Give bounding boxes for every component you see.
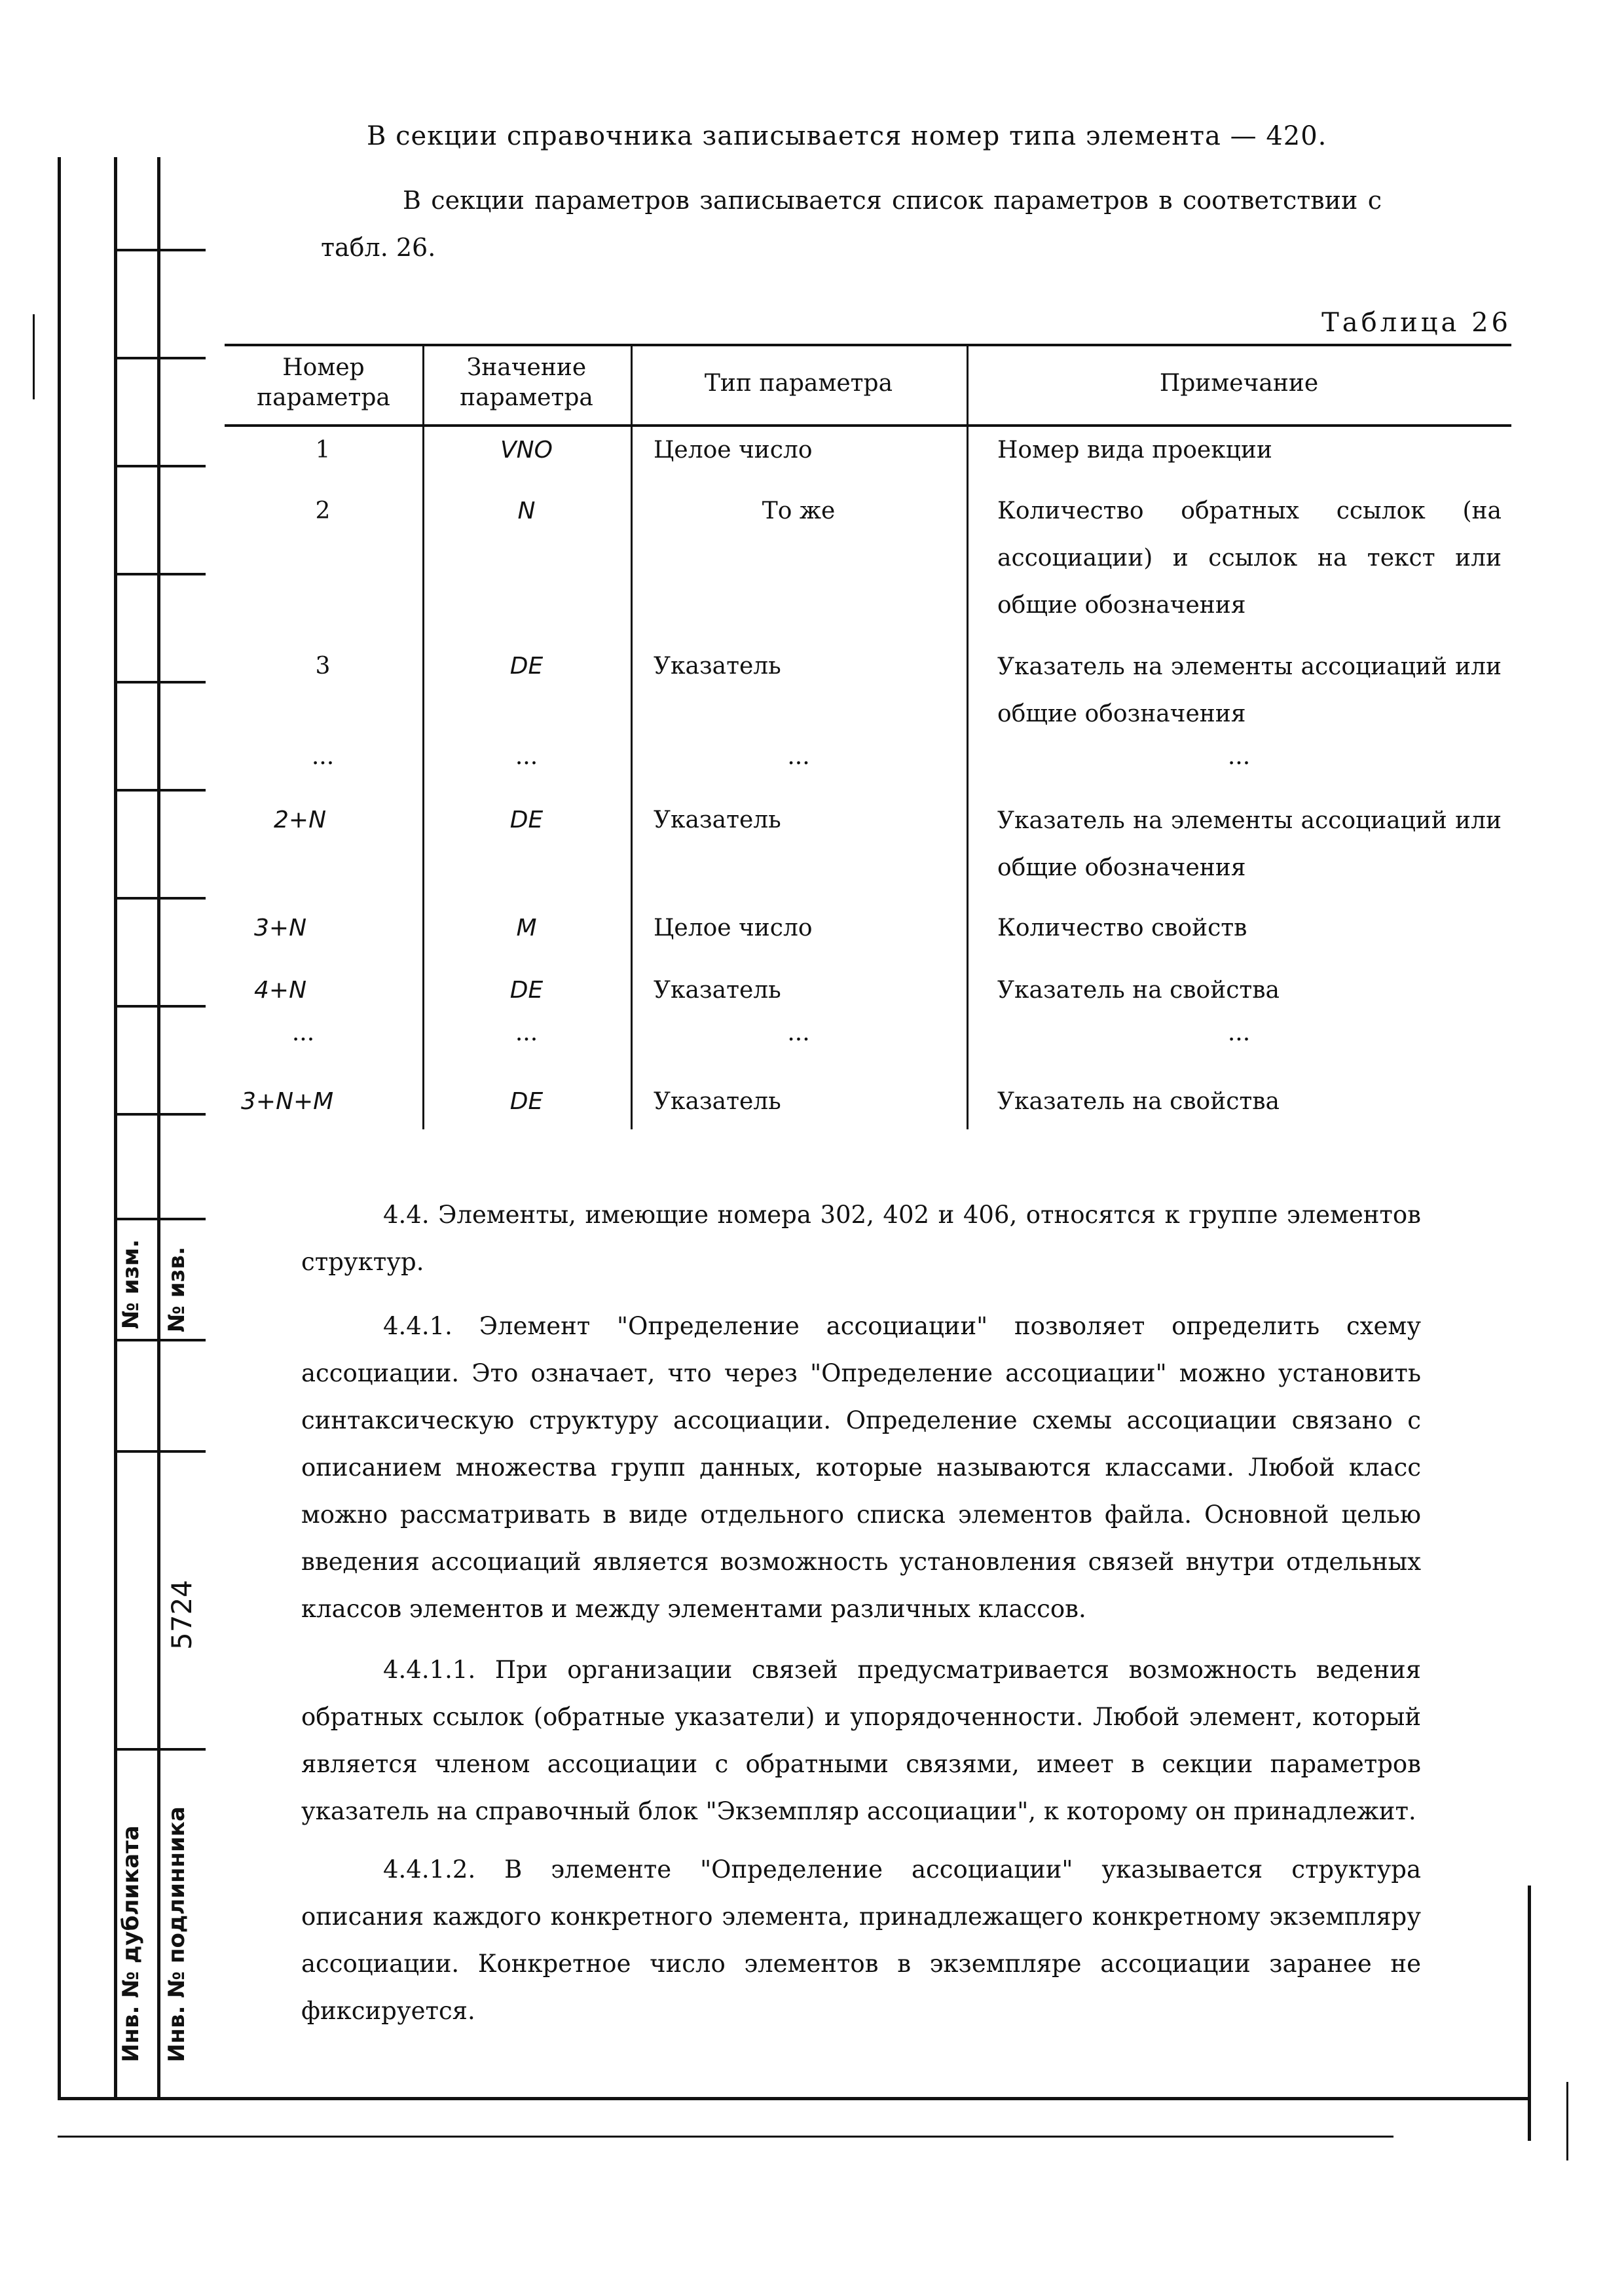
cell-number: 2+N bbox=[274, 807, 326, 833]
cell-ellipsis: ... bbox=[1227, 743, 1251, 770]
stamp-grid-line bbox=[114, 573, 206, 575]
cell-type: Указатель bbox=[654, 653, 781, 680]
stamp-grid-line bbox=[114, 1450, 206, 1453]
stamp-grid-line bbox=[114, 1113, 206, 1116]
table-caption: Таблица 26 bbox=[1321, 308, 1511, 338]
cell-value: VNO bbox=[500, 437, 553, 464]
stamp-grid-line bbox=[114, 249, 206, 251]
cell-note: Количество обратных ссылок (на ассоциации) и ссылок на текст или общие обозначения bbox=[997, 498, 1502, 619]
stamp-grid-line bbox=[114, 465, 206, 467]
stamp-notice-number: № изв. bbox=[164, 1247, 190, 1332]
cell-note: Указатель на свойства bbox=[997, 1088, 1280, 1115]
frame-inner-border bbox=[157, 157, 160, 2098]
cell-value: DE bbox=[509, 977, 544, 1004]
stamp-grid-line bbox=[114, 789, 206, 792]
cell-value: M bbox=[516, 915, 537, 941]
cell-type: Указатель bbox=[654, 977, 781, 1004]
paragraph-4-4-1: 4.4.1. Элемент "Определение ассоциации" позволяет определить схему ассоциации. Это означает, что через "Определение ассоциации" можно установить синтаксическую структуру ассоциации. Определение схемы ассоциации связано с описанием множества групп данных, которые называются классами. Любой класс можно рассматривать в виде отдельного списка элементов файла. Основной целью введения ассоциаций является возможность установления связей внутри отдельных классов элементов и между элементами различных классов. bbox=[301, 1312, 1421, 1623]
cell-ellipsis: ... bbox=[515, 743, 538, 770]
cell-value: DE bbox=[509, 807, 544, 833]
frame-bottom-border bbox=[58, 2097, 1531, 2100]
cell-note: Количество свойств bbox=[997, 915, 1247, 941]
cell-ellipsis: ... bbox=[787, 743, 810, 770]
intro-paragraph: В секции параметров записывается список параметров в соответствии с табл. 26. bbox=[321, 186, 1382, 262]
stamp-original-inventory: Инв. № подлинника bbox=[164, 1806, 190, 2062]
cell-ellipsis: ... bbox=[311, 743, 335, 770]
cell-note: Указатель на элементы ассоциаций или общие обозначения bbox=[997, 653, 1502, 727]
cell-ellipsis: ... bbox=[515, 1019, 538, 1046]
cell-number: 2 bbox=[315, 498, 331, 524]
cell-type: Целое число bbox=[654, 437, 813, 464]
header-type: Тип параметра bbox=[704, 370, 893, 397]
header-value: Значение параметра bbox=[460, 354, 593, 411]
stamp-grid-line bbox=[114, 1748, 206, 1751]
stamp-duplicate-inventory: Инв. № дубликата bbox=[118, 1825, 144, 2062]
frame-left-border bbox=[58, 157, 61, 2098]
paragraph-4-4-1-2: 4.4.1.2. В элементе "Определение ассоциации" указывается структура описания каждого конкретного элемента, принадлежащего конкретному экземпляру ассоциации. Конкретное число элементов в экземпляре ассоциации заранее не фиксируется. bbox=[301, 1855, 1421, 2025]
table-header-rule bbox=[225, 424, 1511, 427]
cell-type: Указатель bbox=[654, 1088, 781, 1115]
cell-ellipsis: ... bbox=[1227, 1019, 1251, 1046]
stamp-grid-line bbox=[114, 897, 206, 900]
paragraph-4-4-1-1: 4.4.1.1. При организации связей предусматривается возможность ведения обратных ссылок (обратные указатели) и упорядоченности. Любой элемент, который является членом ассоциации с обратными связями, имеет в секции параметров указатель на справочный блок "Экземпляр ассоциации", к которому он принадлежит. bbox=[301, 1656, 1421, 1825]
cell-value: N bbox=[517, 498, 536, 524]
cell-type: Указатель bbox=[654, 807, 781, 833]
cut-off-line: В секции справочника записывается номер типа элемента — 420. bbox=[367, 121, 1327, 151]
cell-ellipsis: ... bbox=[291, 1019, 315, 1046]
stamp-grid-line bbox=[114, 681, 206, 683]
header-note: Примечание bbox=[1159, 370, 1319, 397]
cell-value: DE bbox=[509, 653, 544, 680]
stamp-grid-line bbox=[114, 1005, 206, 1008]
scan-mark bbox=[1566, 2082, 1568, 2160]
scan-mark bbox=[33, 314, 35, 399]
cell-number: 4+N bbox=[254, 977, 306, 1004]
frame-right-border bbox=[1528, 1886, 1531, 2141]
stamp-change-number: № изм. bbox=[118, 1239, 144, 1329]
cell-ellipsis: ... bbox=[787, 1019, 810, 1046]
stamp-column-divider bbox=[114, 157, 117, 2098]
stamp-grid-line bbox=[114, 1218, 206, 1220]
table-top-rule bbox=[225, 344, 1511, 346]
cell-number: 3+N+M bbox=[241, 1088, 334, 1115]
cell-note: Номер вида проекции bbox=[997, 437, 1272, 464]
cell-number: 1 bbox=[315, 437, 331, 464]
column-divider bbox=[631, 344, 633, 1129]
paragraph-4-4: 4.4. Элементы, имеющие номера 302, 402 и 406, относятся к группе элементов структур. bbox=[301, 1201, 1421, 1276]
stamp-grid-line bbox=[114, 357, 206, 359]
cell-note: Указатель на свойства bbox=[997, 977, 1280, 1004]
cell-number: 3 bbox=[315, 653, 331, 680]
cell-value: DE bbox=[509, 1088, 544, 1115]
cell-type: То же bbox=[762, 498, 836, 524]
stamp-inventory-number: 5724 bbox=[166, 1580, 198, 1650]
stamp-grid-line bbox=[114, 1339, 206, 1341]
cell-type: Целое число bbox=[654, 915, 813, 941]
cell-number: 3+N bbox=[254, 915, 306, 941]
parameters-table bbox=[225, 344, 1511, 1129]
frame-bottom-edge bbox=[58, 2136, 1393, 2138]
column-divider bbox=[967, 344, 969, 1129]
cell-note: Указатель на элементы ассоциаций или общие обозначения bbox=[997, 807, 1502, 881]
header-number: Номер параметра bbox=[257, 354, 390, 411]
